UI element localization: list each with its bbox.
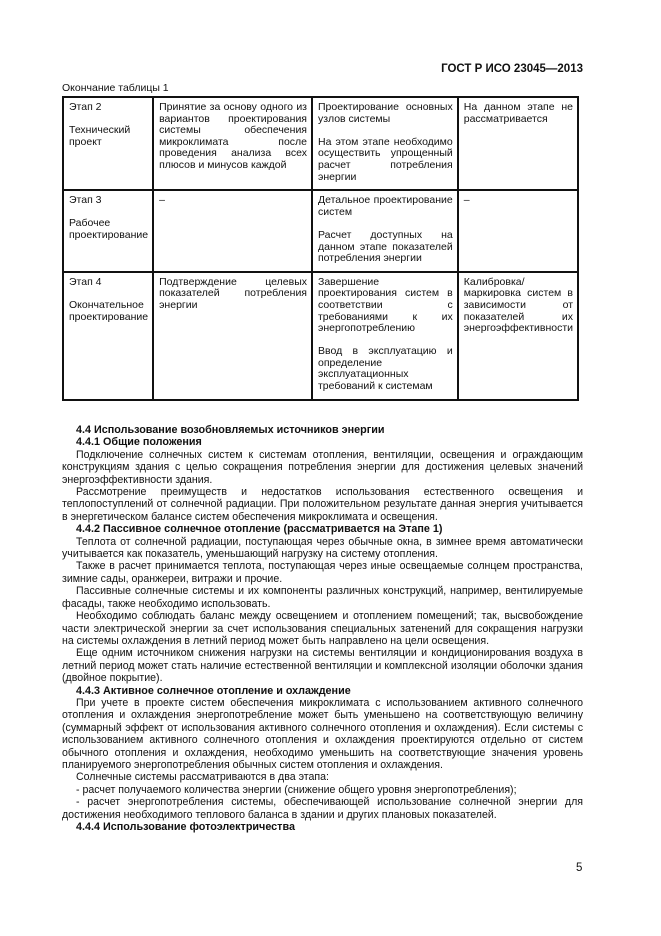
paragraph: Также в расчет принимается теплота, поступающая через иные освещаемые солнцем пространства, зимние сады, оранжереи, витражи и прочие. (62, 560, 583, 585)
paragraph: Рассмотрение преимуществ и недостатков использования естественного освещения и теплопоступлений от солнечной радиации. При положительном результате данная энергия учитывается в энергетическом балансе систем обеспечения микроклимата и освещения. (62, 486, 583, 523)
section-heading: 4.4.2 Пассивное солнечное отопление (рассматривается на Этапе 1) (76, 523, 443, 536)
cell-paragraph: Этап 3 (69, 194, 102, 207)
table-cell-stage (63, 272, 153, 400)
table-cell-col3 (312, 272, 458, 400)
paragraph: Пассивные солнечные системы и их компоненты различных конструкций, например, вентилируемые фасады, также необходимо использовать. (62, 585, 583, 610)
section-heading: 4.4.4 Использование фотоэлектричества (76, 821, 295, 833)
cell-paragraph: Принятие за основу одного из вариантов проектирования системы обеспечения микроклимата после проведения анализа всех плюсов и минусов каждой (159, 101, 307, 171)
paragraph: Необходимо соблюдать баланс между освещением и отоплением помещений; так, высвобождение части электрической энергии за счет использования специальных затенений для сокращения нагрузки на системы охлаждения в летний период может быть направлено на цели освещения. (62, 610, 583, 647)
document-id-header: ГОСТ Р ИСО 23045—2013 (441, 63, 583, 75)
cell-paragraph: Этап 2 (69, 101, 102, 113)
paragraph: При учете в проекте систем обеспечения микроклимата с использованием активного солнечного отопления и охлаждения энергопотребление может быть уменьшено на соответствующую величину (суммарный эффект от использования активного солнечного отопления и охлаждения). Если системы с использованием активного солнечного отопления и охлаждения проектируются отдельно от систем обычного отопления и охлаждения, необходимо уменьшить на соответствующие значения уровень планируемого энергопотребления обычных систем отопления и охлаждения. (62, 696, 583, 771)
cell-paragraph: Детальное проектирование систем (318, 194, 453, 218)
section-heading: 4.4.3 Активное солнечное отопление и охлаждение (76, 684, 351, 697)
cell-paragraph: Окончательное проектирование (69, 298, 149, 323)
cell-paragraph: На этом этапе необходимо осуществить упрощенный расчет потребления энергии (318, 135, 453, 183)
cell-paragraph: Завершение проектирования систем в соответствии с требованиями к их энергопотреблению (318, 275, 453, 335)
section-heading: 4.4 Использование возобновляемых источников энергии (76, 424, 385, 436)
cell-paragraph: – (159, 194, 165, 207)
paragraph: Теплота от солнечной радиации, поступающая через обычные окна, в зимнее время автоматически учитывается как показатель, уменьшающий нагрузку на систему отопления. (62, 535, 583, 561)
cell-paragraph: – (463, 194, 470, 207)
table-cell-col2 (153, 272, 312, 400)
document-body (62, 424, 583, 833)
table-row (63, 272, 578, 400)
page-number: 5 (576, 862, 583, 874)
table-cell-col3 (312, 97, 458, 190)
cell-paragraph: Проектирование основных узлов системы (318, 101, 453, 125)
table-row (63, 97, 578, 190)
cell-paragraph: Этап 4 (69, 275, 102, 288)
table-caption: Окончание таблицы 1 (62, 82, 169, 94)
paragraph: Подключение солнечных систем к системам отопления, вентиляции, освещения и ограждающим конструкциям здания с целью сокращения потребления энергии для достижения целевых значений энергоэффективности здания. (62, 448, 583, 486)
table-row (63, 190, 578, 272)
table-cell-col3 (312, 190, 458, 272)
cell-paragraph: Расчет доступных на данном этапе показателей потребления энергии (318, 228, 453, 265)
table-cell-stage (63, 190, 153, 272)
table-cell-col4 (458, 272, 578, 400)
table-cell-col4 (458, 190, 578, 272)
table-cell-col2 (153, 190, 312, 272)
paragraph: - расчет получаемого количества энергии (снижение общего уровня энергопотребления); (76, 783, 517, 796)
cell-paragraph: На данном этапе не рассматривается (463, 101, 573, 125)
table-cell-col2 (153, 97, 312, 190)
cell-paragraph: Ввод в эксплуатацию и определение эксплуатационных требований к системам (318, 345, 453, 393)
cell-paragraph: Подтверждение целевых показателей потребления энергии (159, 275, 307, 311)
table-cell-col4 (458, 97, 578, 190)
paragraph: Солнечные системы рассматриваются в два этапа: (76, 771, 329, 784)
paragraph: - расчет энергопотребления системы, обеспечивающей использование солнечной энергии для достижения необходимого теплового баланса в здании и других плановых показателей. (62, 796, 583, 821)
section-heading: 4.4.1 Общие положения (76, 436, 202, 449)
cell-paragraph: Калибровка/ маркировка систем в зависимости от показателей их энергоэффективности (463, 275, 574, 335)
paragraph: Еще одним источником снижения нагрузки на системы вентиляции и кондиционирования воздуха в летний период может стать наличие естественной вентиляции и комплексной изоляции оболочки здания (двойное покрытие). (62, 647, 583, 685)
cell-paragraph: Технический проект (69, 124, 131, 148)
cell-paragraph: Рабочее проектирование (69, 217, 149, 241)
table-cell-stage (63, 97, 153, 190)
stages-table (62, 96, 579, 401)
